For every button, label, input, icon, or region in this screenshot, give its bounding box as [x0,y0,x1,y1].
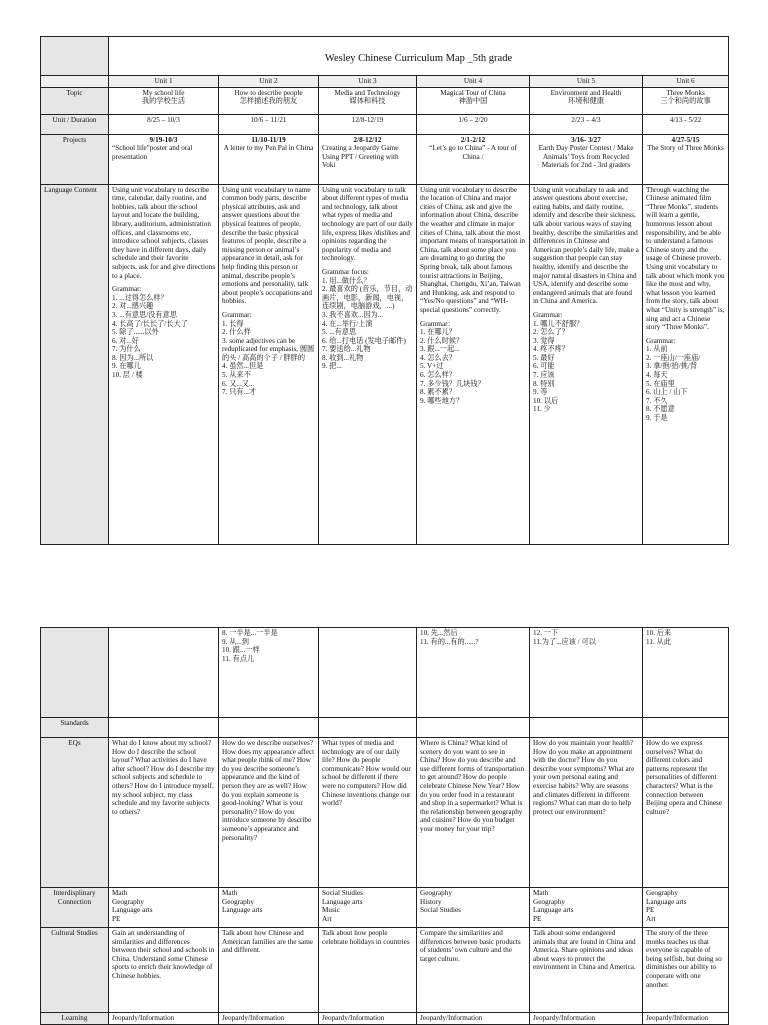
list-item: Math [222,889,238,897]
subject-list [533,889,639,923]
list-item: 1. 从前 [646,345,668,354]
project-text: Earth Day Poster Contest / Make Animals’ Toys from Recycled Materials for 2nd - 3rd graders [538,144,634,170]
grammar-continued-cell [109,628,219,718]
unit-header: Unit 1 [109,76,219,88]
list-item: 6. 对...好 [112,336,139,345]
standards-cell [109,718,219,738]
topic-en: How to describe people [234,88,303,97]
project-text: Creating a Jeopardy Game Using PPT / Greeting with Voki [322,144,399,170]
unit-header: Unit 4 [417,76,530,88]
list-item: 5. 最好 [533,353,555,362]
list-item: Geography [646,889,678,897]
topic-cell [643,87,729,114]
topic-cell [109,87,219,114]
list-item: 1. 哪儿不舒服？ [533,319,584,328]
list-item: 6. 给...打电话 (发电子邮件) [322,336,406,345]
list-item: 7. 多少钱？几块钱？ [420,379,485,388]
topic-cell [530,87,643,114]
list-item: Social Studies [420,906,461,915]
continued-label-cell [41,628,109,718]
topic-en: Three Monks [666,88,705,97]
list-item: 9. 等 [533,388,548,397]
list-item: 7. 不久 [646,396,668,405]
project-text: “School life”poster and oral presentation [112,144,193,161]
list-item: Art [322,914,332,923]
topic-zh: 环境和健康 [568,97,604,106]
cultural-cell: Talk about how people celebrate holidays in countries [319,928,417,1013]
list-item: 11. 有的...有的......? [420,637,479,646]
row-label-topic: Topic [41,87,109,114]
language-cell [319,184,417,544]
topic-zh: 媒体和科技 [349,97,386,106]
subject-list [646,889,725,923]
row-label-standards: Standards [41,718,109,738]
unit-header: Unit 3 [319,76,417,88]
row-label-eqs: EQs [41,738,109,888]
eq-cell: How do we express ourselves? What do different colors and patterns represent the personalities of different characters? What is the connection between Beijing opera and Chinese culture? [643,738,729,888]
grammar-list [646,629,725,646]
project-cell [530,134,643,184]
project-text: The Story of Three Monks [647,144,724,153]
standards-cell [643,718,729,738]
topic-en: Environment and Health [550,88,622,97]
list-item: 9. 于是 [646,414,668,423]
grammar-continued-cell [530,628,643,718]
row-label-interdisciplinary: Interdisplinary Connection [41,888,109,928]
learning-cell: Jeopardy/Information [643,1013,729,1025]
language-text: Using unit vocabulary to talk about different types of media and technology, talk about what types of media and technology are part of our daily life, express likes /dislikes and opinions regarding the popularity of media and technology. [322,185,413,263]
language-cell [643,184,729,544]
corner-cell [41,37,109,76]
duration-cell: 8/25 – 10/3 [109,114,219,134]
list-item: PE [533,914,542,923]
list-item: PE [646,906,655,915]
list-item: 4. 虽然...但是 [222,362,264,371]
list-item: Language arts [533,906,574,915]
project-cell [417,134,530,184]
standards-cell [417,718,530,738]
list-item: 10. 层 / 楼 [112,371,143,380]
eq-cell: Where is China? What kind of scenery do you want to see in China? How do you describe and use different forms of transportation to get around? How do people celebrate Chinese New Year? How do you order food in a restaurant and shop in a supermarket? What is the relationship between geography and cuisine? How do you budget your money for your trip? [417,738,530,888]
project-date: 4/27-5/15 [671,135,700,144]
grammar-label: Grammar focus: [322,267,369,276]
row-label-projects: Projects [41,134,109,184]
list-item: 8. 不愿意 [646,405,675,414]
list-item: History [420,897,442,906]
list-item: 7. 应该 [533,371,555,380]
learning-cell: Jeopardy/Information [319,1013,417,1025]
list-item: 4. 疼不疼？ [533,345,569,354]
list-item: 2. 什么样 [222,328,251,337]
curriculum-table-top [40,36,729,545]
language-text: Using unit vocabulary to name common body parts, describe physical attributes, ask and answer questions about the physical features of people, describe the basic physical features of people, describe a missing person or animal’s appearance in detail, ask for help finding this person or animal, describe people’s emotions and personality, talk about people’s occupations and hobbies. [222,185,313,306]
list-item: 11. 少 [533,405,551,414]
subject-cell [319,888,417,928]
subject-cell [219,888,319,928]
topic-cell [219,87,319,114]
list-item: 6. 山上 / 山下 [646,388,688,397]
language-text: Using unit vocabulary to describe time, calendar, daily routine, and hobbies, talk about the school layout and locate the building, library, auditorium, administration offices, and classrooms etc, introduce school subjects, classes they have in different days, daily schedule and their favorite subjects, ask for and give directions to a place. [112,185,215,280]
list-item: 5. 除了......以外 [112,328,159,337]
learning-cell: Jeopardy/Information [530,1013,643,1025]
subject-cell [417,888,530,928]
list-item: 8. 特别 [533,379,555,388]
list-item: 10. 先...然后 [420,629,458,637]
list-item: PE [112,914,121,923]
project-date: 2/8-12/12 [353,135,382,144]
list-item: Geography [222,897,254,906]
list-item: Math [533,889,549,897]
list-item: 4. 长高了/长长了/长大了 [112,319,188,328]
list-item: 1. ...过得怎么样？ [112,293,168,302]
list-item: 5. 从来不 [222,371,251,380]
topic-zh: 神游中国 [458,97,488,106]
grammar-label: Grammar: [646,336,676,345]
grammar-continued-cell [643,628,729,718]
list-item: 11. 有点儿 [222,654,255,663]
project-cell [319,134,417,184]
list-item: 3. 觉得 [533,336,555,345]
list-item: 7. 要送给...礼物 [322,345,371,354]
list-item: Language arts [322,897,363,906]
project-text: A letter to my Pen Pal in China [223,144,314,153]
language-text: Using unit vocabulary to describe the location of China and major cities of China, ask and give the information about China, describe the weather and climate in major cities of China, talk about the most important means of transportation in China, talk about some place you are dreaming to go during the Spring break, talk about famous tourist attractions in Beijing, Shanghai, Chengdu, Xi’an, Taiwan and Hunking, ask and respond to “Yes/No questions” and “WH- special questions” correctly. [420,185,525,314]
language-text: Using unit vocabulary to ask and answer questions about exercise, eating habits, and daily routine, identify and describe their sickness, talk about various ways of staying healthy, describe the similarities and differences in Chinese and American people’s daily life, make a suggestion that people can stay healthy, identify and describe the major natural disasters in China and USA, identify and describe some endangered animals that are found in China and America. [533,185,639,306]
eq-cell: How do you maintain your health? How do you make an appointment with the doctor? How do you describe your symptoms? What are your own personal eating and exercise habits? Why are seasons and climates different in different regions? What can man do to help protect our environment? [530,738,643,888]
curriculum-table-bottom [40,627,729,1025]
cultural-cell: Talk about some endangered animals that are found in China and America. Share opinions and ideas about ways to protect the environment in China and America. [530,928,643,1013]
unit-header: Unit 2 [219,76,319,88]
list-item: 9. 在哪儿 [112,362,141,371]
list-item: 1. 长得 [222,319,244,328]
project-date: 2/1-2/12 [460,135,486,144]
list-item: 8. 累不累？ [420,388,456,397]
list-item: Social Studies [322,889,363,897]
list-item: 2. 最喜欢的 (音乐，节目，动画片，电影，新闻，电视，连续剧，电脑游戏，...) [322,285,413,311]
duration-cell: 10/6 – 11/21 [219,114,319,134]
list-item: 8. 收到...礼物 [322,353,364,362]
grammar-label: Grammar: [112,285,142,294]
duration-cell: 12/8-12/19 [319,114,417,134]
learning-cell: Jeopardy/Information [219,1013,319,1025]
language-text: Through watching the Chinese animated film “Three Monks”, students will learn a gentle, humorous lesson about responsibility, and be able to understand a famous Chinese story and the usage of Chinese proverb. Using unit vocabulary to talk about which monk you like the most and why, what lesson you learned from the story, talk about what “Unity is strength” is, sing and act a Chinese story “Three Monks”. [646,185,725,332]
topic-en: Magical Tour of China [440,88,506,97]
list-item: 4. 每天 [646,371,668,380]
topic-cell [417,87,530,114]
list-item: Language arts [112,906,153,915]
topic-zh: 我的学校生活 [141,97,186,106]
row-label-cultural: Cultural Studies [41,928,109,1013]
subject-cell [643,888,729,928]
project-date: 9/19-10/3 [149,135,178,144]
grammar-list [222,320,315,397]
eq-cell: What do I know about my school? How do I describe the school layout? What activities do I have after school? How do I describe my school subjects and schedule to others? How do I introduce myself, my school subject, my class schedule and my favorite subjects to others? [109,738,219,888]
list-item: 5. 在庙里 [646,379,675,388]
cultural-cell: Gain an understanding of similarities and differences between their school and schools in China. Understand some Chinese sports to enrich their knowledge of Chinese hobbies. [109,928,219,1013]
list-item: 4. 怎么去？ [420,353,456,362]
standards-cell [219,718,319,738]
grammar-list [322,277,413,372]
grammar-list [420,328,526,405]
topic-zh: 三个和尚的故事 [660,97,711,106]
cultural-cell: The story of the three monks teaches us that everyone is capable of being selfish, but doing so diminishes our ability to cooperate with one another. [643,928,729,1013]
grammar-label: Grammar: [222,310,252,319]
list-item: 8. 一半是...一半是 [222,629,278,637]
grammar-list [420,629,526,646]
cultural-cell: Talk about how Chinese and American families are the same and different. [219,928,319,1013]
grammar-list [222,629,315,663]
duration-cell: 4/13 - 5/22 [643,114,729,134]
standards-cell [319,718,417,738]
row-label-learning: Learning [41,1013,109,1025]
list-item: 6. 怎么样？ [420,371,456,380]
list-item: 11. 从此 [646,637,671,646]
language-cell [530,184,643,544]
project-cell [109,134,219,184]
language-cell [219,184,319,544]
grammar-list [533,629,639,646]
list-item: 6. 可能 [533,362,555,371]
list-item: 2. 一座山/一座庙/ [646,353,701,362]
list-item: 9. 把... [322,362,342,371]
grammar-continued-cell [219,628,319,718]
list-item: 3. some adjectives can be reduplicated for emphasis, 圆圆的头 / 高高的个子 / 胖胖的 [222,336,315,362]
eq-cell: How do we describe ourselves? How does my appearance affect what people think of me? How do you describe someone’s appearance and the kind of person they are as well? How do you explain someone is good-looking? What is your personality? How do you introduce someone by describe someone’s appearance and personality? [219,738,319,888]
list-item: 8. 因为...所以 [112,353,154,362]
list-item: 11.为了...应该 / 可以 [533,637,596,646]
project-text: “Let’s go to China” - A tour of China / [429,144,517,161]
grammar-list [533,320,639,415]
subject-list [322,889,413,923]
list-item: 3. 我不喜欢...因为... [322,310,384,319]
list-item: 10. 后来 [646,629,672,637]
project-date: 3/16- 3/27 [571,135,601,144]
learning-cell: Jeopardy/Information [417,1013,530,1025]
list-item: 2. 怎么了？ [533,328,569,337]
unit-header: Unit 6 [643,76,729,88]
project-cell [219,134,319,184]
duration-cell: 2/23 – 4/3 [530,114,643,134]
grammar-list [646,345,725,422]
list-item: 9. 哪些地方？ [420,396,464,405]
grammar-label: Grammar: [533,310,563,319]
list-item: 5. ...有意思 [322,328,357,337]
list-item: 7. 只有...才 [222,388,257,397]
eq-cell: What types of media and technology are of our daily life? How do people communicate? How would our school be different if there were no computers? How did Chinese inventions change our world? [319,738,417,888]
unit-header-corner [41,76,109,88]
topic-en: My school life [142,88,185,97]
row-label-language: Language Content [41,184,109,544]
grammar-list [112,294,215,380]
list-item: 2. 对...感兴趣 [112,302,154,311]
list-item: Art [646,914,656,923]
unit-header: Unit 5 [530,76,643,88]
language-cell [109,184,219,544]
row-label-duration: Unit / Duration [41,114,109,134]
subject-cell [109,888,219,928]
list-item: 1. 在哪儿？ [420,328,456,337]
list-item: Language arts [646,897,687,906]
list-item: 4. 在...举行/上演 [322,319,373,328]
list-item: 10. 跟...一样 [222,646,260,655]
topic-en: Media and Technology [334,88,401,97]
list-item: Language arts [222,906,263,915]
list-item: 5. V+过 [420,362,444,371]
list-item: 10. 以后 [533,396,559,405]
list-item: 3. 跟...一起... [420,345,460,354]
list-item: 6. 又...又... [222,379,255,388]
list-item: 7. 为什么 [112,345,141,354]
learning-cell: Jeopardy/Information [109,1013,219,1025]
list-item: 3. 拿/抱/抬/挑/背 [646,362,698,371]
topic-zh: 怎样描述我的朋友 [239,97,298,106]
list-item: Geography [112,897,144,906]
list-item: 2. 什么时候？ [420,336,464,345]
page-title: Wesley Chinese Curriculum Map _5th grade [109,37,729,76]
subject-list [222,889,315,915]
list-item: Music [322,906,340,915]
duration-cell: 1/6 – 2/20 [417,114,530,134]
list-item: Geography [420,889,452,897]
standards-cell [530,718,643,738]
subject-list [112,889,215,923]
list-item: Math [112,889,128,897]
grammar-continued-cell [417,628,530,718]
list-item: Geography [533,897,565,906]
grammar-label: Grammar： [420,319,455,328]
subject-cell [530,888,643,928]
language-cell [417,184,530,544]
list-item: 1. 用...做什么？ [322,276,371,285]
subject-list [420,889,526,915]
topic-cell [319,87,417,114]
list-item: 12. 一下 [533,629,559,637]
grammar-continued-cell [319,628,417,718]
cultural-cell: Compare the similarities and differences between basic products of students’ own culture and the target culture. [417,928,530,1013]
project-cell [643,134,729,184]
list-item: 3. ...有意思/没有意思 [112,310,177,319]
list-item: 9. 从...到 [222,637,249,646]
project-date: 11/10-11/19 [251,135,286,144]
